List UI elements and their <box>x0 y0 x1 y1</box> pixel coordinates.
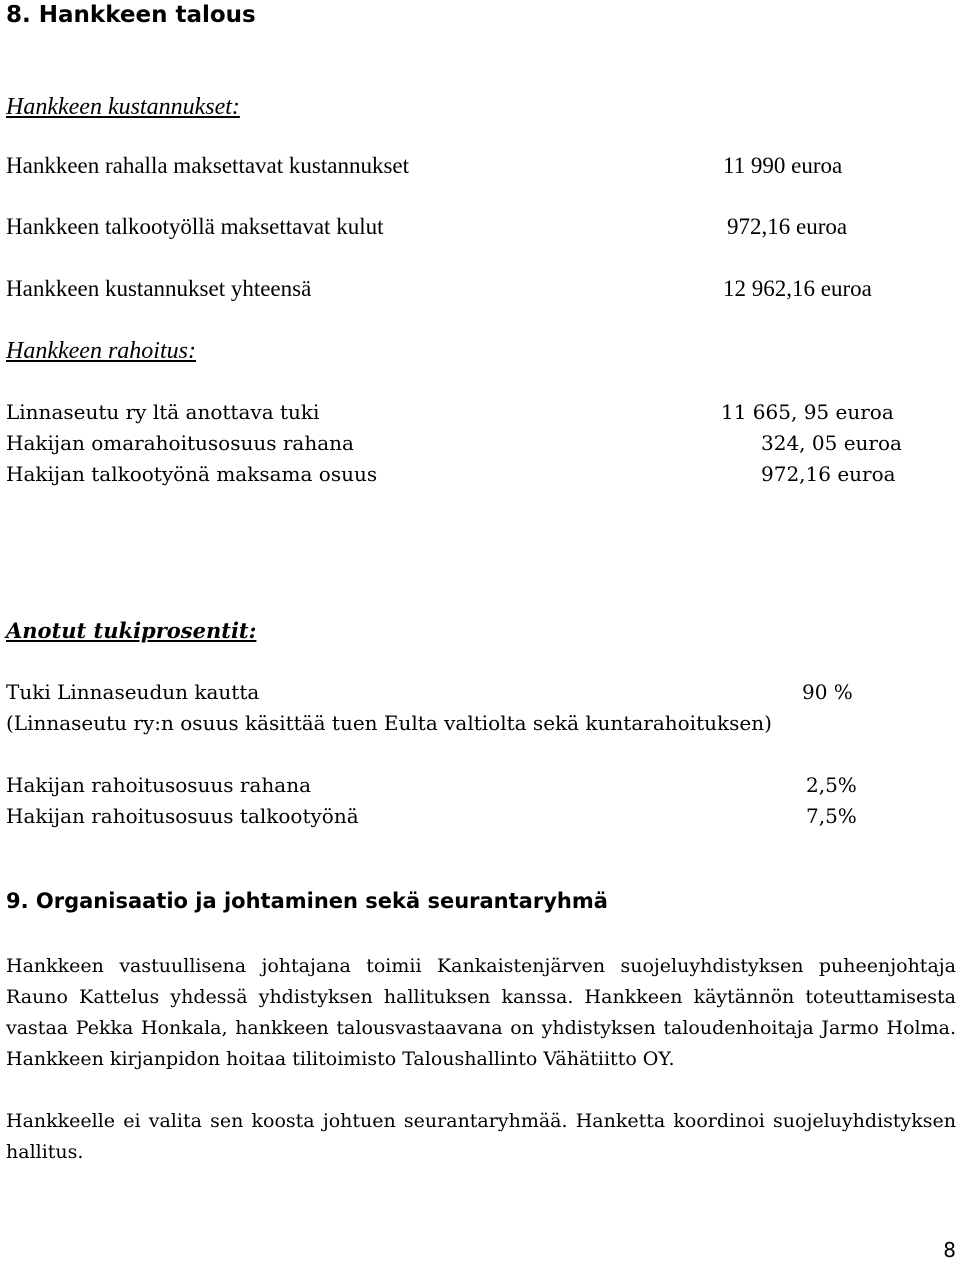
monitoring-paragraph: Hankkeelle ei valita sen koosta johtuen seurantaryhmää. Hanketta koordinoi suojeluyhdistyksen hallitus. <box>6 1110 956 1163</box>
rate-value: 2,5% <box>806 773 857 797</box>
section-9-heading: 9. Organisaatio ja johtaminen sekä seurantaryhmä <box>6 889 608 913</box>
cost-value: 12 962,16 euroa <box>723 276 872 301</box>
funding-value: 324, 05 euroa <box>761 431 902 455</box>
cost-label: Hankkeen talkootyöllä maksettavat kulut <box>6 214 384 239</box>
support-label: Tuki Linnaseudun kautta <box>6 680 260 704</box>
funding-label: Hakijan talkootyönä maksama osuus <box>6 462 378 486</box>
cost-label: Hankkeen rahalla maksettavat kustannukset <box>6 153 409 178</box>
costs-heading: Hankkeen kustannukset: <box>6 94 240 120</box>
funding-value: 972,16 euroa <box>761 462 896 486</box>
organisation-paragraph: Hankkeen vastuullisena johtajana toimii Kankaistenjärven suojeluyhdistyksen puheenjohtaja Rauno Kattelus yhdessä yhdistyksen hallituksen kanssa. Hankkeen käytännön toteuttamisesta vastaa Pekka Honkala, hankkeen talousvastaavana on yhdistyksen taloudenhoitaja Jarmo Holma. Hankkeen kirjanpidon hoitaa tilitoimisto Taloushallinto Vähätiitto OY. <box>6 955 956 1070</box>
cost-value: 11 990 euroa <box>723 153 843 178</box>
funding-label: Linnaseutu ry ltä anottava tuki <box>6 400 320 424</box>
cost-label: Hankkeen kustannukset yhteensä <box>6 276 312 301</box>
page-number: 8 <box>943 1238 956 1262</box>
funding-value: 11 665, 95 euroa <box>721 400 894 424</box>
cost-value: 972,16 euroa <box>727 214 848 239</box>
rate-label: Hakijan rahoitusosuus rahana <box>6 773 312 797</box>
rate-value: 7,5% <box>806 804 857 828</box>
support-value: 90 % <box>802 680 853 704</box>
section-8-heading: 8. Hankkeen talous <box>6 2 256 28</box>
support-note-text: (Linnaseutu ry:n osuus käsittää tuen Eulta valtiolta sekä kuntarahoituksen) <box>6 711 772 735</box>
rate-label: Hakijan rahoitusosuus talkootyönä <box>6 804 359 828</box>
funding-heading: Hankkeen rahoitus: <box>6 338 196 364</box>
rates-heading: Anotut tukiprosentit: <box>6 618 257 643</box>
funding-label: Hakijan omarahoitusosuus rahana <box>6 431 354 455</box>
